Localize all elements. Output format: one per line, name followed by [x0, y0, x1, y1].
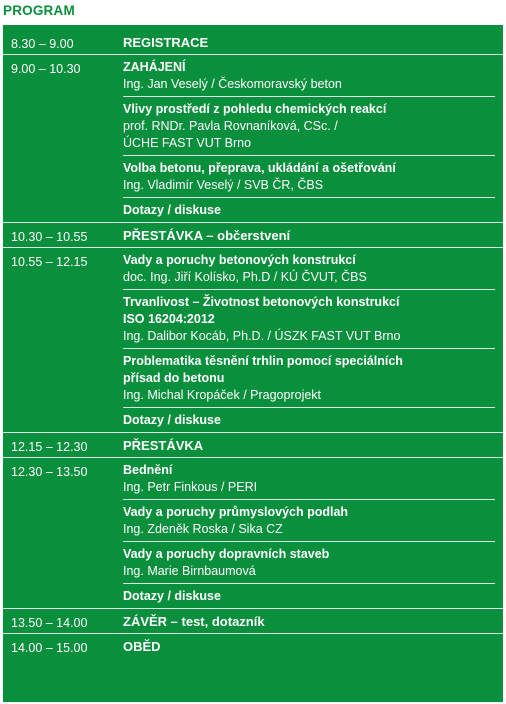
item-title: Dotazy / diskuse — [123, 203, 221, 217]
schedule-slot — [3, 247, 503, 432]
program-item — [123, 407, 495, 432]
program-item — [123, 583, 495, 608]
program-schedule — [3, 25, 503, 702]
item-title: Trvanlivost – Životnost betonových konstrukcí — [123, 295, 400, 309]
item-speaker: Ing. Jan Veselý / Českomoravský beton — [123, 77, 342, 91]
item-title: Vady a poruchy betonových konstrukcí — [123, 253, 356, 267]
slot-time: 12.30 – 13.50 — [11, 465, 88, 479]
slot-time: 12.15 – 12.30 — [11, 440, 88, 454]
schedule-rows — [3, 30, 503, 658]
program-item — [123, 248, 495, 289]
slot-time: 9.00 – 10.30 — [11, 62, 81, 76]
item-speaker: Ing. Petr Finkous / PERI — [123, 480, 258, 494]
program-item — [123, 197, 495, 222]
slot-items — [123, 248, 503, 432]
slot-items — [123, 433, 503, 457]
item-title: Vady a poruchy průmyslových podlah — [123, 505, 349, 519]
program-item — [123, 96, 495, 155]
slot-time: 10.55 – 12.15 — [11, 255, 88, 269]
program-item — [123, 499, 495, 541]
slot-time: 14.00 – 15.00 — [11, 641, 88, 655]
item-title: PŘESTÁVKA – občerstvení — [123, 228, 291, 243]
program-item — [123, 289, 495, 348]
item-speaker: Ing. Zdeněk Roska / Sika CZ — [123, 522, 283, 536]
item-speaker: Ing. Dalibor Kocáb, Ph.D. / ÚSZK FAST VUT Brno — [123, 329, 401, 343]
slot-items — [123, 223, 503, 247]
program-item — [123, 609, 495, 633]
item-title: OBĚD — [123, 639, 161, 654]
item-title: Problematika těsnění trhlin pomocí speciálních — [123, 354, 403, 368]
schedule-slot — [3, 222, 503, 247]
item-title: Dotazy / diskuse — [123, 589, 221, 603]
program-item — [123, 55, 495, 96]
slot-items — [123, 609, 503, 633]
schedule-slot — [3, 457, 503, 608]
slot-items — [123, 30, 503, 54]
item-speaker: Ing. Vladimír Veselý / SVB ČR, ČBS — [123, 178, 324, 192]
program-item — [123, 223, 495, 247]
schedule-slot — [3, 608, 503, 633]
item-speaker: doc. Ing. Jiří Kolísko, Ph.D / KÚ ČVUT, ČBS — [123, 270, 367, 284]
item-title: Bednění — [123, 463, 173, 477]
item-title: Vady a poruchy dopravních staveb — [123, 547, 330, 561]
item-title: PŘESTÁVKA — [123, 438, 204, 453]
item-title: ZAHÁJENÍ — [123, 60, 186, 74]
program-item — [123, 348, 495, 407]
item-speaker: Ing. Michal Kropáček / Pragoprojekt — [123, 388, 322, 402]
item-title: ISO 16204:2012 — [123, 312, 215, 326]
schedule-slot — [3, 30, 503, 54]
item-title: ZÁVĚR – test, dotazník — [123, 614, 265, 629]
schedule-slot — [3, 54, 503, 222]
program-item — [123, 433, 495, 457]
item-speaker: ÚCHE FAST VUT Brno — [123, 136, 252, 150]
program-item — [123, 458, 495, 499]
slot-items — [123, 458, 503, 608]
slot-time: 10.30 – 10.55 — [11, 230, 88, 244]
item-title: Dotazy / diskuse — [123, 413, 221, 427]
schedule-slot — [3, 633, 503, 658]
program-item — [123, 155, 495, 197]
slot-time: 8.30 – 9.00 — [11, 37, 74, 51]
item-title: Vlivy prostředí z pohledu chemických reakcí — [123, 102, 387, 116]
slot-items — [123, 55, 503, 222]
schedule-slot — [3, 432, 503, 457]
item-speaker: prof. RNDr. Pavla Rovnaníková, CSc. / — [123, 119, 338, 133]
program-item — [123, 30, 495, 54]
item-title: REGISTRACE — [123, 35, 209, 50]
item-title: Volba betonu, přeprava, ukládání a ošetřování — [123, 161, 396, 175]
slot-items — [123, 634, 503, 658]
item-speaker: Ing. Marie Birnbaumová — [123, 564, 256, 578]
program-heading: PROGRAM — [3, 3, 75, 18]
slot-time: 13.50 – 14.00 — [11, 616, 88, 630]
program-item — [123, 541, 495, 583]
program-item — [123, 634, 495, 658]
item-title: přísad do betonu — [123, 371, 225, 385]
